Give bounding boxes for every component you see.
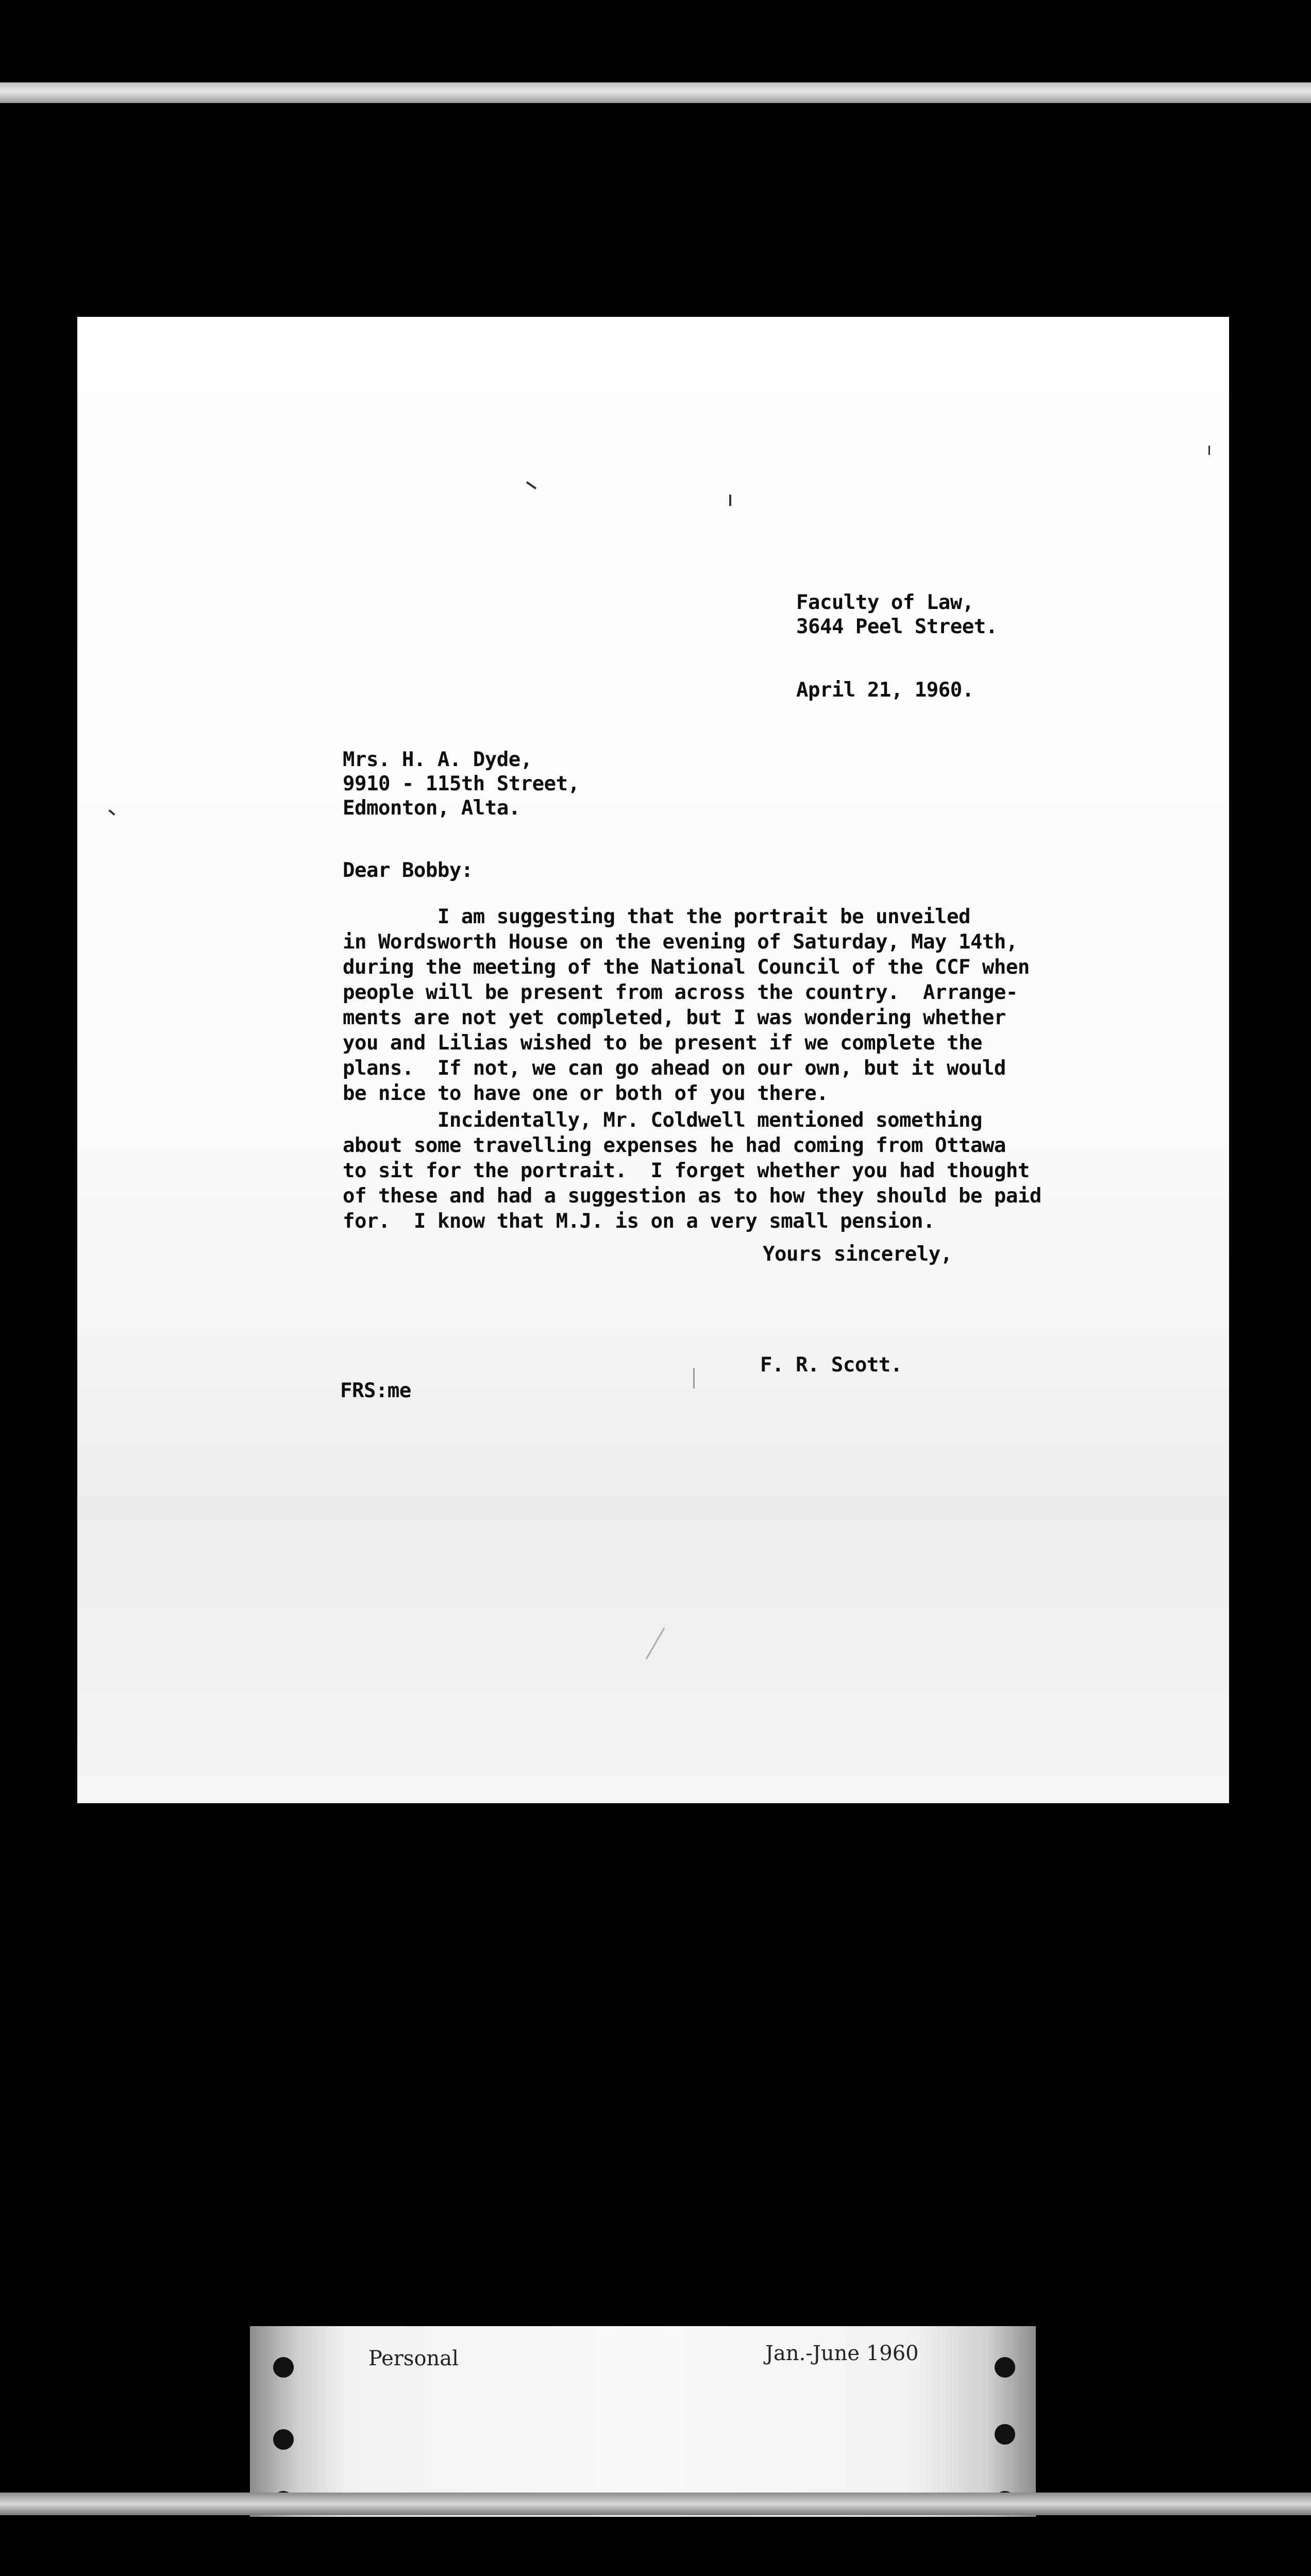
paragraph-line: about some travelling expenses he had coming from Ottawa bbox=[343, 1134, 1006, 1157]
folder-tab-right-label: Jan.-June 1960 bbox=[765, 2342, 919, 2365]
folder-tab bbox=[250, 2326, 1036, 2517]
salutation: Dear Bobby: bbox=[343, 859, 473, 882]
letter-date: April 21, 1960. bbox=[796, 679, 974, 702]
paragraph-line: in Wordsworth House on the evening of Saturday, May 14th, bbox=[343, 930, 1018, 954]
paragraph-line: for. I know that M.J. is on a very small pension. bbox=[343, 1210, 935, 1233]
paragraph-line: people will be present from across the country. Arrange- bbox=[343, 981, 1018, 1004]
paragraph-line: ments are not yet completed, but I was wondering whether bbox=[343, 1006, 1006, 1029]
folder-tab-left-label: Personal bbox=[368, 2347, 459, 2370]
recipient-line-1: Mrs. H. A. Dyde, bbox=[343, 748, 532, 771]
recipient-line-3: Edmonton, Alta. bbox=[343, 796, 520, 820]
scan-speck bbox=[526, 481, 536, 489]
closing: Yours sincerely, bbox=[763, 1243, 952, 1266]
paragraph-line: plans. If not, we can go ahead on our own, but it would bbox=[343, 1057, 1006, 1080]
scan-speck bbox=[693, 1368, 695, 1388]
paragraph-1 bbox=[343, 904, 1085, 1106]
paragraph-line: during the meeting of the National Council of the CCF when bbox=[343, 956, 1030, 979]
scan-speck bbox=[646, 1628, 665, 1659]
sender-address-line-2: 3644 Peel Street. bbox=[796, 615, 998, 638]
punch-hole bbox=[273, 2357, 294, 2378]
paragraph-2 bbox=[343, 1108, 1085, 1234]
paragraph-line: to sit for the portrait. I forget whether you had thought bbox=[343, 1159, 1030, 1182]
film-top-edge bbox=[0, 82, 1311, 103]
letter-page bbox=[77, 317, 1229, 1803]
punch-hole bbox=[273, 2429, 294, 2450]
scan-speck bbox=[1208, 446, 1210, 455]
punch-hole bbox=[995, 2424, 1015, 2445]
paragraph-line: be nice to have one or both of you there. bbox=[343, 1082, 829, 1105]
typist-initials: FRS:me bbox=[340, 1379, 411, 1402]
paragraph-line: you and Lilias wished to be present if we complete the bbox=[343, 1031, 982, 1055]
sender-address-line-1: Faculty of Law, bbox=[796, 591, 974, 614]
scan-speck bbox=[108, 809, 115, 816]
paragraph-line: of these and had a suggestion as to how they should be paid bbox=[343, 1184, 1041, 1208]
scan-speck bbox=[729, 495, 731, 506]
signature-name: F. R. Scott. bbox=[760, 1353, 902, 1377]
recipient-line-2: 9910 - 115th Street, bbox=[343, 772, 580, 795]
film-bottom-edge bbox=[0, 2493, 1311, 2515]
punch-hole bbox=[995, 2357, 1015, 2378]
paragraph-line: I am suggesting that the portrait be unveiled bbox=[343, 905, 970, 928]
paragraph-line: Incidentally, Mr. Coldwell mentioned something bbox=[343, 1109, 982, 1132]
